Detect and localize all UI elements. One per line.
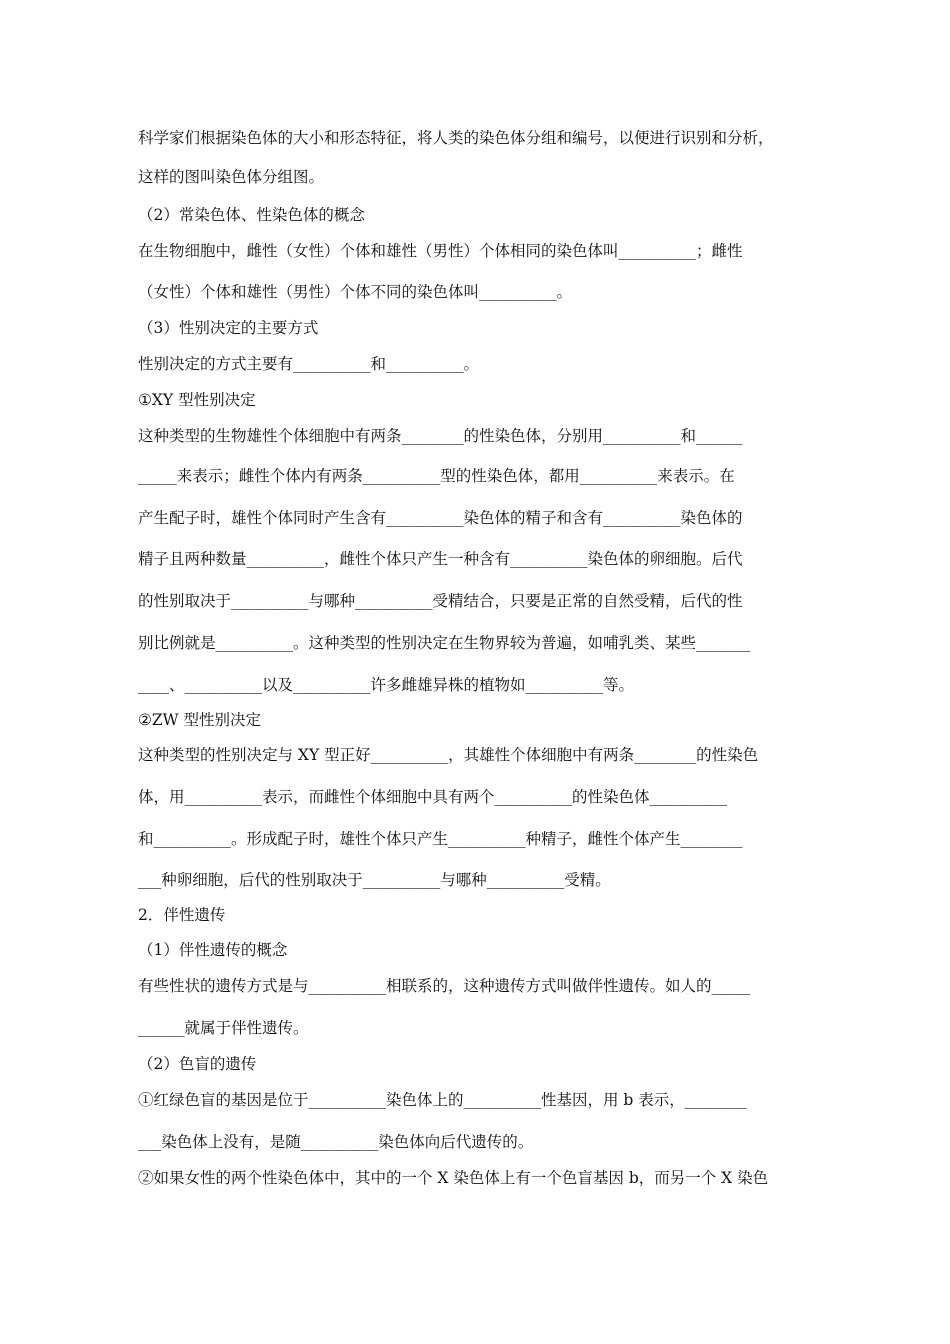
text-line: 科学家们根据染色体的大小和形态特征，将人类的染色体分组和编号，以便进行识别和分析， — [138, 129, 774, 147]
text-line: _____来表示；雌性个体内有两条__________型的性染色体，都用__________来表示。在 — [138, 467, 735, 485]
section-heading: （3）性别决定的主要方式 — [138, 319, 319, 337]
text-line: 这种类型的性别决定与 XY 型正好__________，其雄性个体细胞中有两条________的性染色 — [138, 746, 759, 764]
text-line: 体，用__________表示，而雌性个体细胞中具有两个__________的性染色体__________ — [138, 788, 728, 806]
text-line: ______就属于伴性遗传。 — [138, 1019, 309, 1037]
text-line: 别比例就是__________。这种类型的性别决定在生物界较为普遍，如哺乳类、某些_______ — [138, 634, 751, 652]
section-heading: （1）伴性遗传的概念 — [138, 941, 288, 959]
text-line: 精子且两种数量__________，雌性个体只产生一种含有__________染色体的卵细胞。后代 — [138, 550, 743, 568]
text-line: 的性别取决于__________与哪种__________受精结合，只要是正常的自然受精，后代的性 — [138, 592, 743, 610]
text-line: 在生物细胞中，雌性（女性）个体和雄性（男性）个体相同的染色体叫__________；雌性 — [138, 242, 743, 260]
section-heading: （2）色盲的遗传 — [138, 1055, 257, 1073]
text-line: ___种卵细胞，后代的性别取决于__________与哪种__________受精。 — [138, 871, 611, 889]
section-heading: （2）常染色体、性染色体的概念 — [138, 206, 365, 224]
subsection-heading: ②ZW 型性别决定 — [138, 711, 262, 729]
text-line: 和__________。形成配子时，雄性个体只产生__________种精子，雌性个体产生________ — [138, 830, 743, 848]
text-line: 产生配子时，雄性个体同时产生含有__________染色体的精子和含有__________染色体的 — [138, 509, 743, 527]
section-heading: 2．伴性遗传 — [138, 906, 226, 924]
text-line: 有些性状的遗传方式是与__________相联系的，这种遗传方式叫做伴性遗传。如人的_____ — [138, 977, 751, 995]
text-line: ①红绿色盲的基因是位于__________染色体上的__________性基因，用 b 表示，________ — [138, 1091, 747, 1109]
text-line: ②如果女性的两个性染色体中，其中的一个 X 染色体上有一个色盲基因 b，而另一个 X 染色 — [138, 1169, 769, 1187]
subsection-heading: ①XY 型性别决定 — [138, 391, 256, 409]
text-line: 性别决定的方式主要有__________和__________。 — [138, 355, 480, 373]
text-line: 这样的图叫染色体分组图。 — [138, 168, 325, 186]
text-line: ____、__________以及__________许多雌雄异株的植物如__________等。 — [138, 676, 635, 694]
text-line: ___染色体上没有，是随__________染色体向后代遗传的。 — [138, 1133, 534, 1151]
text-line: （女性）个体和雄性（男性）个体不同的染色体叫__________。 — [138, 283, 573, 301]
text-line: 这种类型的生物雄性个体细胞中有两条________的性染色体，分别用__________和______ — [138, 427, 743, 445]
